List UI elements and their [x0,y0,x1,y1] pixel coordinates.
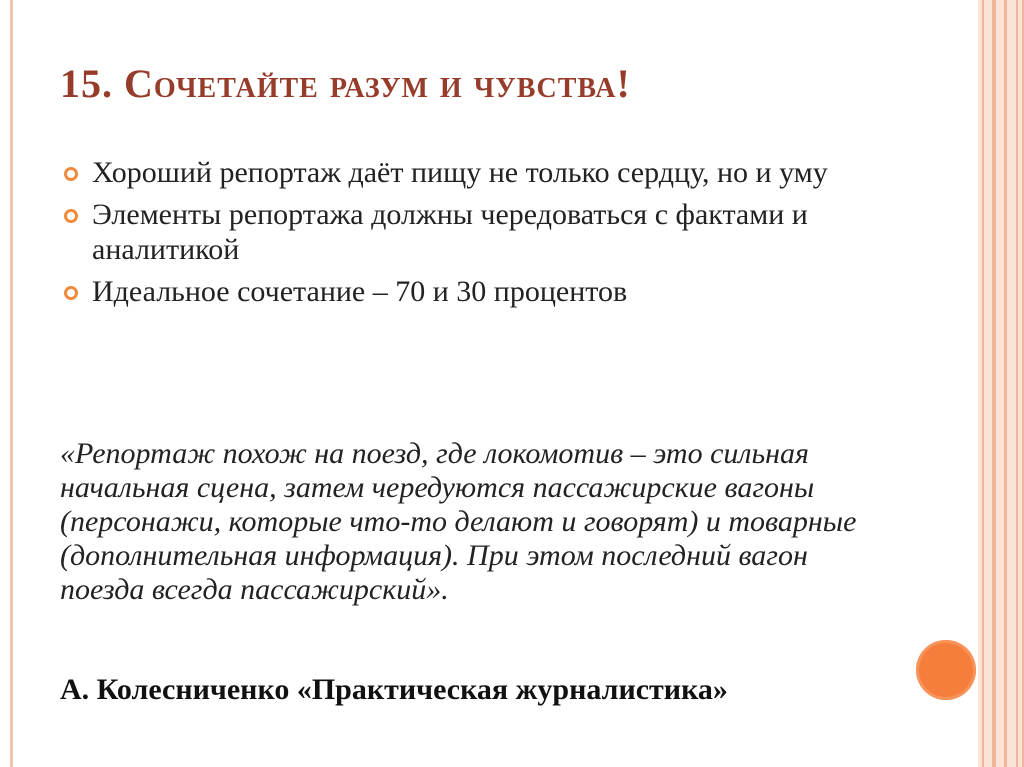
decorative-circle [916,640,976,700]
left-border-line [10,0,13,767]
slide-title: 15. Сочетайте разум и чувства! [60,61,631,106]
citation-text: А. Колесниченко «Практическая журналистика» [60,673,728,706]
bullet-item [62,197,862,267]
bullet-circle-icon [64,209,78,223]
right-stripe [992,0,996,767]
right-stripe [1016,0,1018,767]
right-stripe [1004,0,1007,767]
right-stripe [982,0,984,767]
bullet-text: Идеальное сочетание – 70 и 30 процентов [92,275,628,308]
bullet-circle-icon [64,167,78,181]
bullet-text: Элементы репортажа должны чередоваться с фактами и аналитикой [92,198,808,266]
quote-text: «Репортаж похож на поезд, где локомотив – это сильная начальная сцена, затем чередуются пассажирские вагоны (персонажи, которые что-то делают и говорят) и товарные (дополнительная информация). При этом последний вагон поезда всегда пассажирский». [60,437,857,606]
bullet-item [62,155,862,190]
bullet-item [62,274,862,309]
bullet-text: Хороший репортаж даёт пищу не только сердцу, но и уму [92,156,828,189]
bullet-list [62,155,862,316]
bullet-circle-icon [64,286,78,300]
